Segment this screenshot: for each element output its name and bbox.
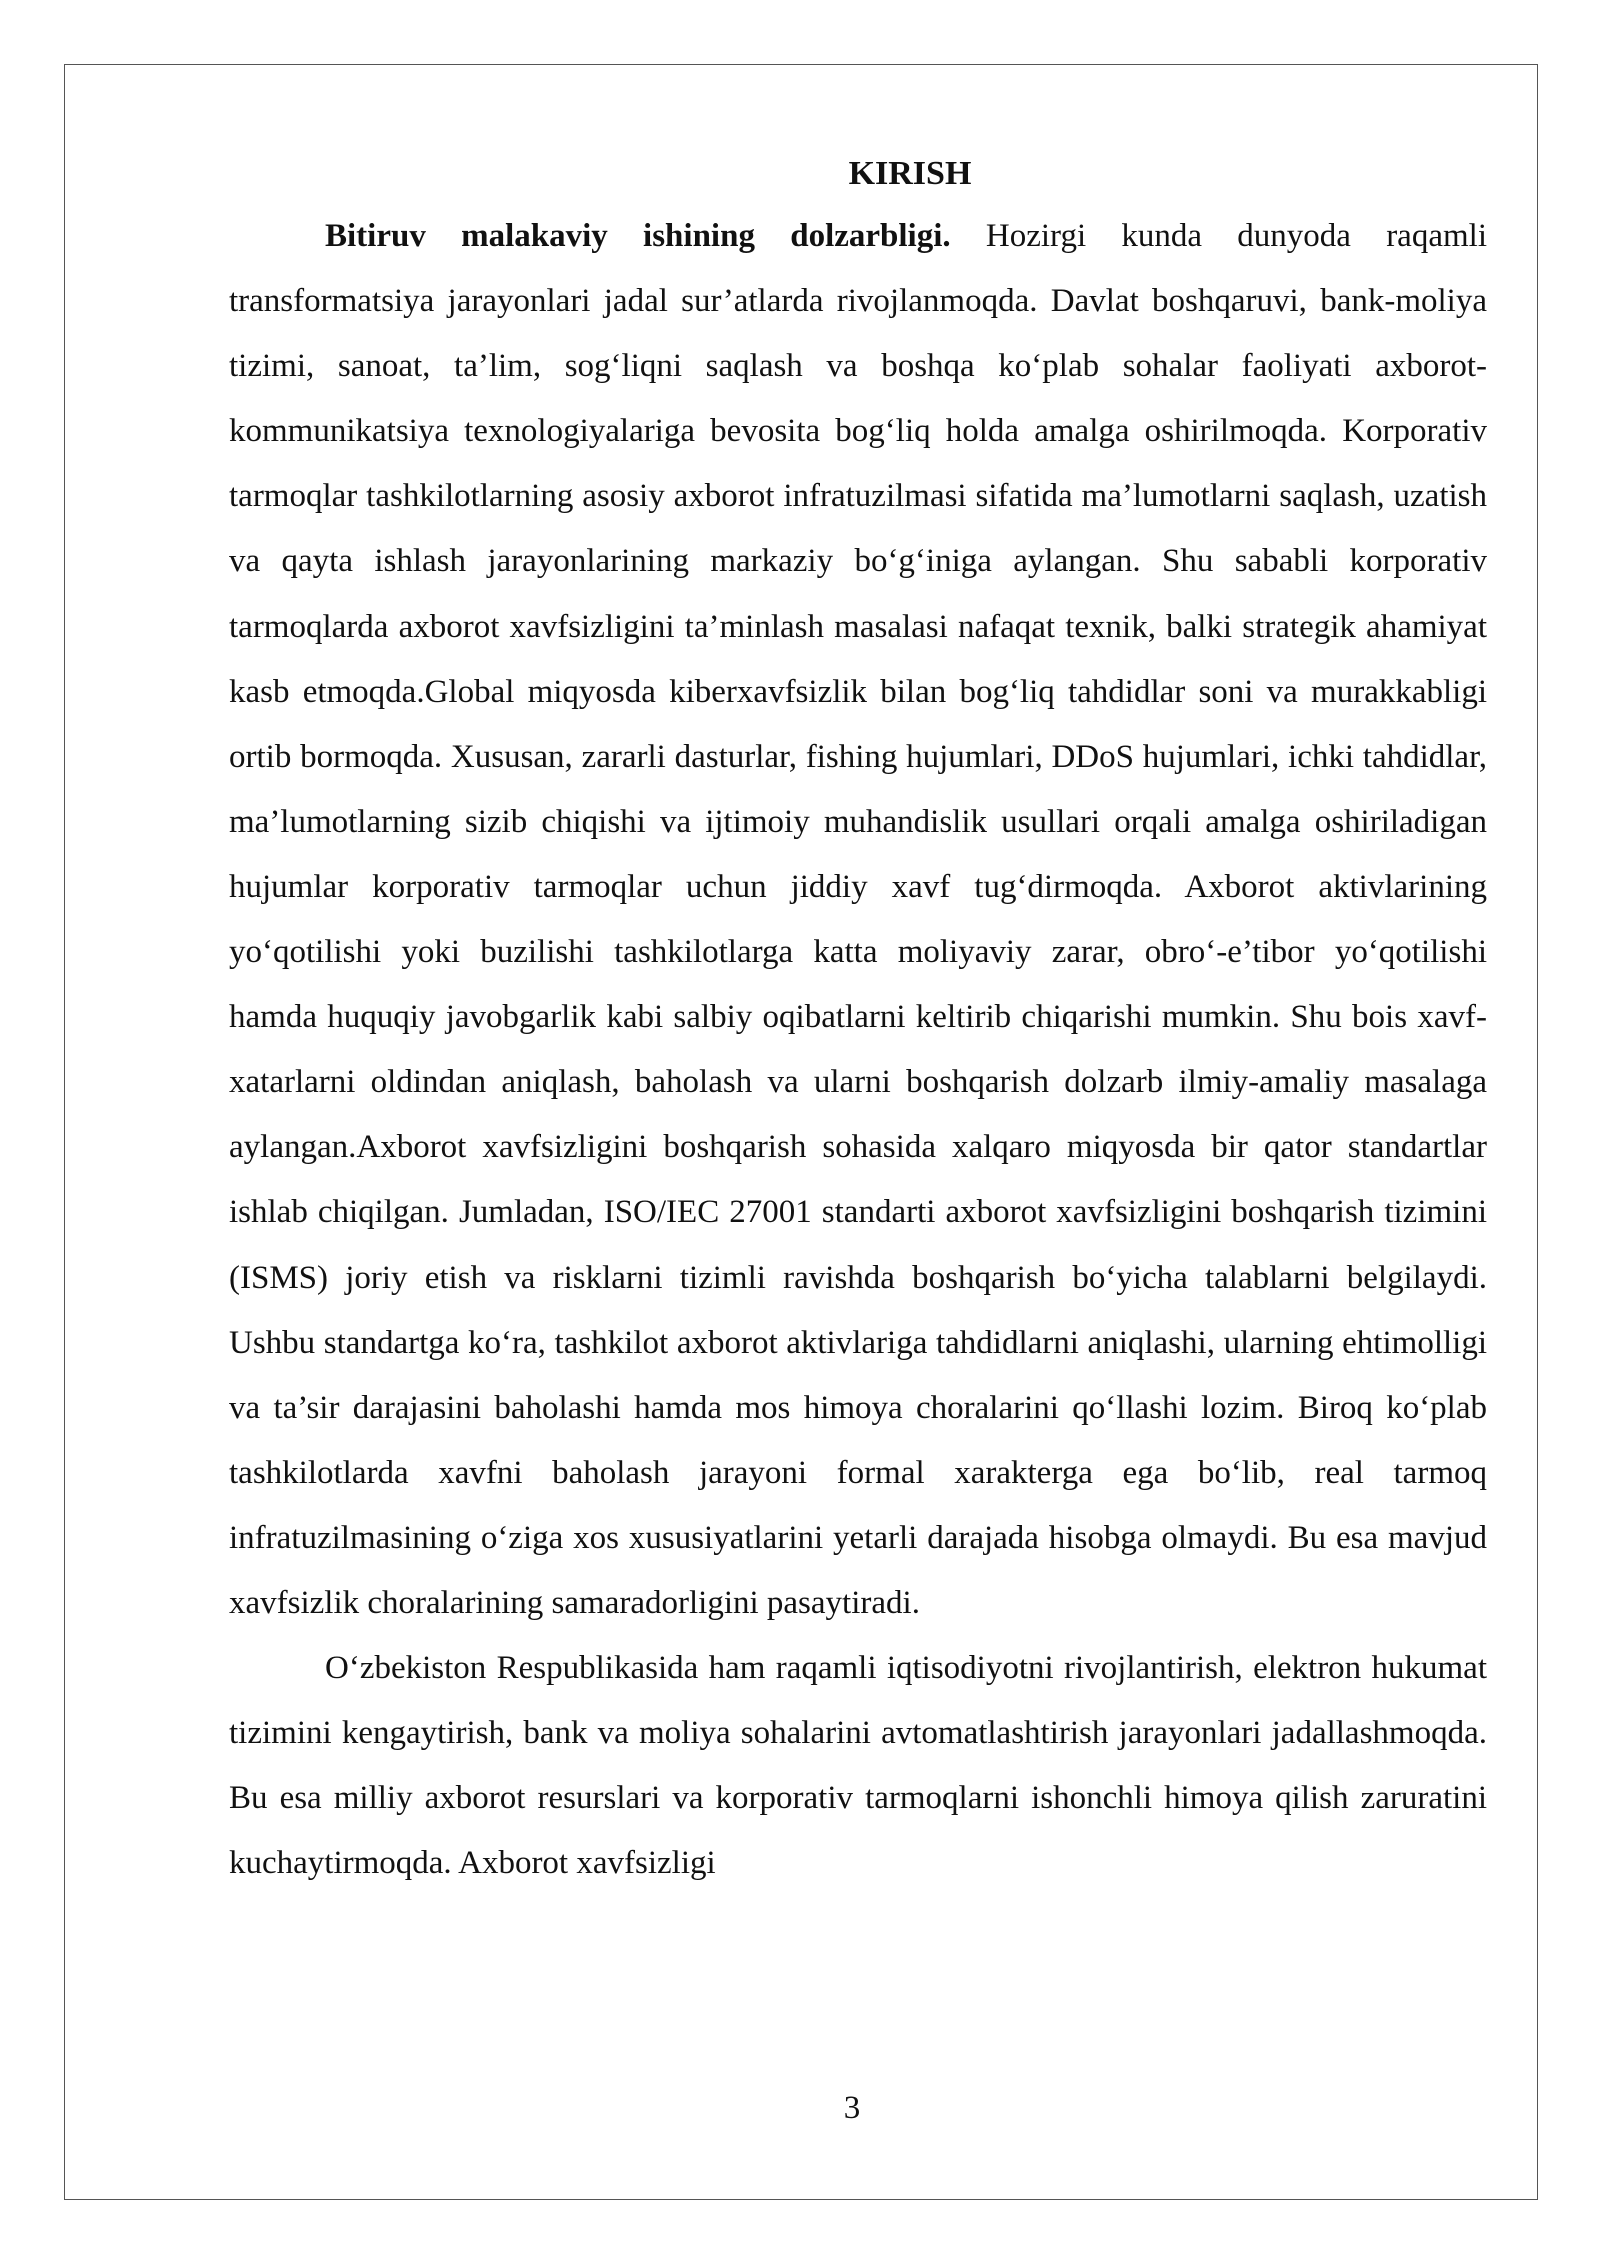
document-body bbox=[229, 148, 1487, 1896]
page-number: 3 bbox=[843, 2090, 861, 2126]
paragraph-uzbekistan: O‘zbekiston Respublikasida ham raqamli iqtisodiyotni rivojlantirish, elektron hukumat tizimini kengaytirish, bank va moliya sohalarini avtomatlashtirish jarayonlari jadallashmoqda. Bu esa milliy axborot resurslari va korporativ tarmoqlarni ishonchli himoya qilish zaruratini kuchaytirmoqda. Axborot xavfsizligi bbox=[229, 1650, 1487, 1882]
paragraph-body: Hozirgi kunda dunyoda raqamli transformatsiya jarayonlari jadal sur’atlarda rivojlanmoqda. Davlat boshqaruvi, bank-moliya tizimi, sanoat, ta’lim, sog‘liqni saqlash va boshqa ko‘plab sohalar faoliyati axborot-kommunikatsiya texnologiyalariga bevosita bog‘liq holda amalga oshirilmoqda. Korporativ tarmoqlar tashkilotlarning asosiy axborot infratuzilmasi sifatida ma’lumotlarni saqlash, uzatish va qayta ishlash jarayonlarining markaziy bo‘g‘iniga aylangan. Shu sababli korporativ tarmoqlarda axborot xavfsizligini ta’minlash masalasi nafaqat texnik, balki strategik ahamiyat kasb etmoqda.Global miqyosda kiberxavfsizlik bilan bog‘liq tahdidlar soni va murakkabligi ortib bormoqda. Xususan, zararli dasturlar, fishing hujumlari, DDoS hujumlari, ichki tahdidlar, ma’lumotlarning sizib chiqishi va ijtimoiy muhandislik usullari orqali amalga oshiriladigan hujumlar korporativ tarmoqlar uchun jiddiy xavf tug‘dirmoqda. Axborot aktivlarining yo‘qotilishi yoki buzilishi tashkilotlarga katta moliyaviy zarar, obro‘-e’tibor yo‘qotilishi hamda huquqiy javobgarlik kabi salbiy oqibatlarni keltirib chiqarishi mumkin. Shu bois xavf-xatarlarni oldindan aniqlash, baholash va ularni boshqarish dolzarb ilmiy-amaliy masalaga aylangan.Axborot xavfsizligini boshqarish sohasida xalqaro miqyosda bir qator standartlar ishlab chiqilgan. Jumladan, ISO/IEC 27001 standarti axborot xavfsizligini boshqarish tizimini (ISMS) joriy etish va risklarni tizimli ravishda boshqarish bo‘yicha talablarni belgilaydi. Ushbu standartga ko‘ra, tashkilot axborot aktivlariga tahdidlarni aniqlashi, ularning ehtimolligi va ta’sir darajasini baholashi hamda mos himoya choralarini qo‘llashi lozim. Biroq ko‘plab tashkilotlarda xavfni baholash jarayoni formal xarakterga ega bo‘lib, real tarmoq infratuzilmasining o‘ziga xos xususiyatlarini yetarli darajada hisobga olmaydi. Bu esa mavjud xavfsizlik choralarining samaradorligini pasaytiradi. bbox=[229, 218, 1487, 1621]
paragraph-relevance bbox=[229, 204, 1487, 1636]
paragraph-lead: Bitiruv malakaviy ishining dolzarbligi. bbox=[325, 218, 951, 254]
section-heading: KIRISH bbox=[848, 155, 972, 192]
